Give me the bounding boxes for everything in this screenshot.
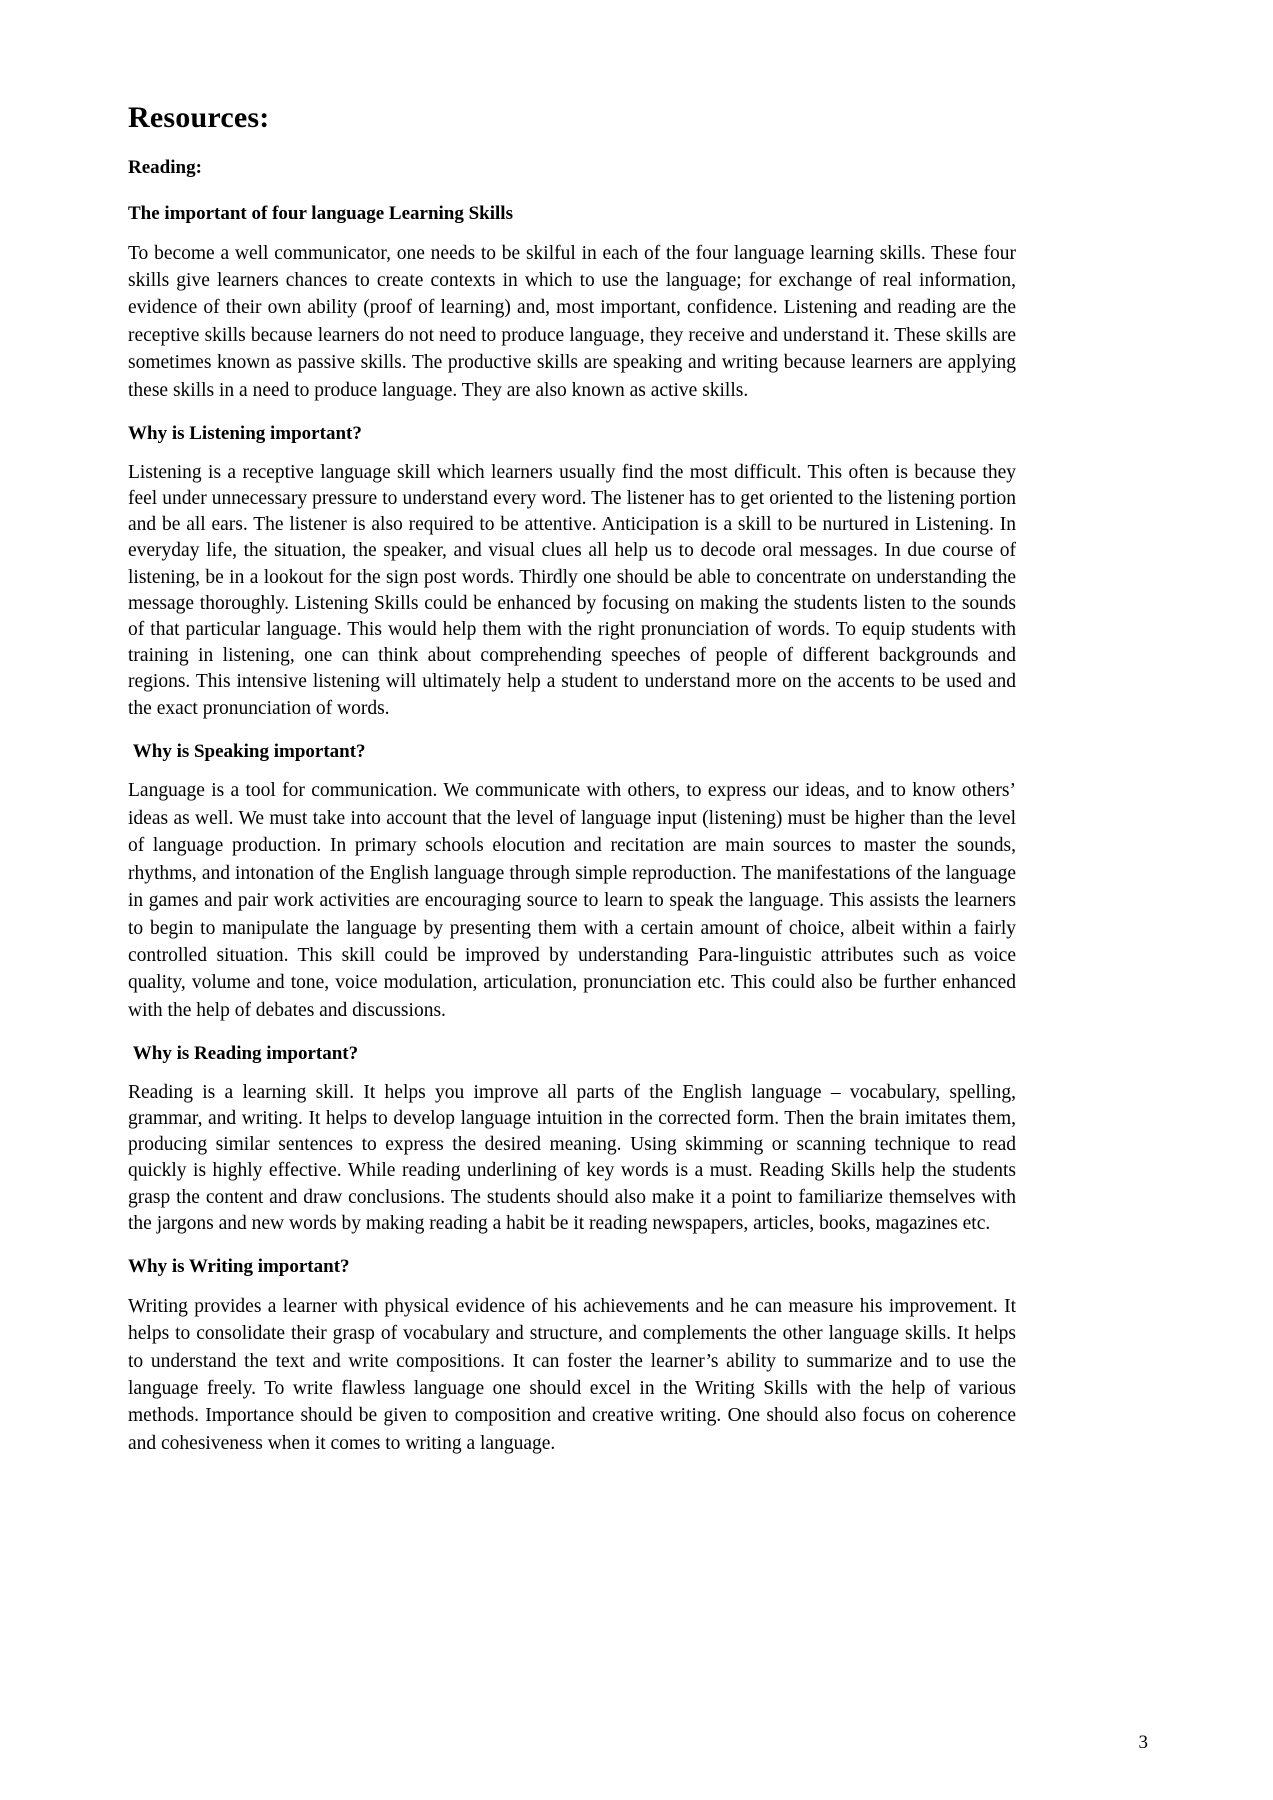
- page-content: [128, 100, 1016, 1473]
- heading-writing: Why is Writing important?: [128, 1256, 350, 1278]
- paragraph-reading: Reading is a learning skill. It helps you improve all parts of the English language – vocabulary, spelling, grammar, and writing. It helps to develop language intuition in the corrected form. Then the brain imitates them, producing similar sentences to express the desired meaning. Using skimming or scanning technique to read quickly is highly effective. While reading underlining of key words is a must. Reading Skills help the students grasp the content and draw conclusions. The students should also make it a point to familiarize themselves with the jargons and new words by making reading a habit be it reading newspapers, articles, books, magazines etc.: [128, 1081, 1016, 1234]
- heading-four-skills: The important of four language Learning Skills: [128, 202, 513, 224]
- paragraph-four-skills: To become a well communicator, one needs to be skilful in each of the four language learning skills. These four skills give learners chances to create contexts in which to use the language; for exchange of real information, evidence of their own ability (proof of learning) and, most important, confidence. Listening and reading are the receptive skills because learners do not need to produce language, they receive and understand it. These skills are sometimes known as passive skills. The productive skills are speaking and writing because learners are applying these skills in a need to produce language. They are also known as active skills.: [128, 242, 1016, 401]
- paragraph-writing: Writing provides a learner with physical evidence of his achievements and he can measure his improvement. It helps to consolidate their grasp of vocabulary and structure, and complements the other language skills. It helps to understand the text and write compositions. It can foster the learner’s ability to summarize and to use the language freely. To write flawless language one should excel in the Writing Skills with the help of various methods. Importance should be given to composition and creative writing. One should also focus on coherence and cohesiveness when it comes to writing a language.: [128, 1295, 1016, 1454]
- heading-speaking: Why is Speaking important?: [128, 740, 366, 762]
- page-title: Resources:: [128, 101, 270, 134]
- paragraph-listening: Listening is a receptive language skill which learners usually find the most difficult. This often is because they feel under unnecessary pressure to understand every word. The listener has to get oriented to the listening portion and be all ears. The listener is also required to be attentive. Anticipation is a skill to be nurtured in Listening. In everyday life, the situation, the speaker, and visual clues all help us to decode oral messages. In due course of listening, be in a lookout for the sign post words. Thirdly one should be able to concentrate on understanding the message thoroughly. Listening Skills could be enhanced by focusing on making the students listen to the sounds of that particular language. This would help them with the right pronunciation of words. To equip students with training in listening, one can think about comprehending speeches of people of different backgrounds and regions. This intensive listening will ultimately help a student to understand more on the accents to be used and the exact pronunciation of words.: [128, 461, 1016, 719]
- paragraph-speaking: Language is a tool for communication. We communicate with others, to express our ideas, and to know others’ ideas as well. We must take into account that the level of language input (listening) must be higher than the level of language production. In primary schools elocution and recitation are main sources to master the sounds, rhythms, and intonation of the English language through simple reproduction. The manifestations of the language in games and pair work activities are encouraging source to learn to speak the language. This assists the learners to begin to manipulate the language by presenting them with a certain amount of choice, albeit within a fairly controlled situation. This skill could be improved by understanding Para-linguistic attributes such as voice quality, volume and tone, voice modulation, articulation, pronunciation etc. This could also be further enhanced with the help of debates and discussions.: [128, 780, 1016, 1021]
- section-label-reading: Reading:: [128, 157, 202, 178]
- page-number: 3: [1138, 1732, 1148, 1753]
- heading-listening: Why is Listening important?: [128, 422, 362, 444]
- heading-reading: Why is Reading important?: [128, 1043, 359, 1065]
